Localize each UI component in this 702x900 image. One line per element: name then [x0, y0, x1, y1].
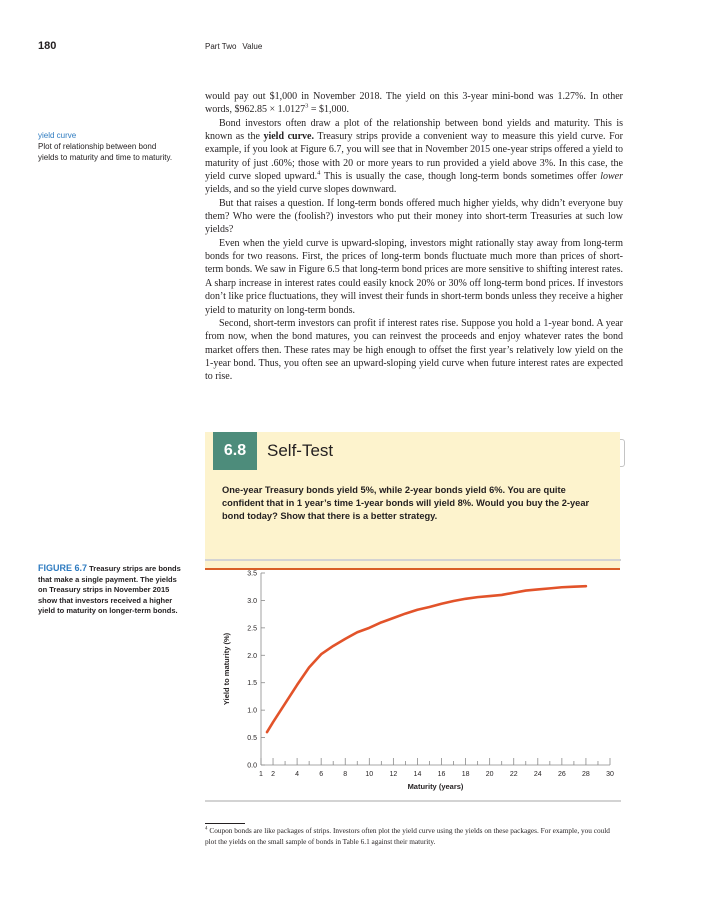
y-tick-label: 0.0 — [247, 762, 257, 770]
running-head-section: Value — [242, 42, 263, 51]
x-tick-label: 24 — [533, 771, 542, 778]
paragraph-1 — [205, 90, 623, 117]
yield-curve-line — [267, 586, 586, 732]
x-tick-label: 2 — [271, 771, 275, 778]
y-tick-label: 2.0 — [247, 652, 257, 660]
x-tick-label: 18 — [461, 771, 470, 778]
y-tick-label: 1.5 — [247, 680, 257, 688]
x-tick-label: 30 — [606, 771, 614, 778]
y-tick-label: 3.0 — [247, 597, 257, 605]
x-axis-label: Maturity (years) — [407, 782, 464, 791]
self-test-title: Self-Test — [267, 441, 334, 460]
footnote — [205, 826, 623, 847]
page-number: 180 — [38, 40, 57, 52]
y-axis — [247, 571, 265, 770]
x-tick-label: 14 — [413, 771, 422, 778]
key-term-yield-curve: yield curve. — [263, 131, 314, 143]
x-tick-label: 20 — [485, 771, 494, 778]
paragraph-2-text-d: yields, and so the yield curve slopes downward. — [205, 184, 397, 196]
x-tick-label: 26 — [557, 771, 566, 778]
x-tick-label: 8 — [343, 771, 348, 778]
footnote-text: Coupon bonds are like packages of strips. Investors often plot the yield curve using the yields on these packages. For example, you could plot the yields on the small sample of bonds in Table 6.1 against their maturity. — [205, 826, 610, 846]
y-tick-label: 0.5 — [247, 735, 257, 743]
x-tick-label: 22 — [509, 771, 518, 778]
footnote-marker[interactable]: 4 — [317, 169, 321, 177]
figure-caption-text: Treasury strips are bonds that make a single payment. The yields on Treasury strips in November 2015 show that investors received a higher yield to maturity on longer-term bonds. — [38, 564, 181, 616]
paragraph-2-text-c: This is usually the case, though long-term bonds sometimes offer — [320, 171, 601, 183]
paragraph-2-text-b: Treasury strips provide a convenient way to measure this yield curve. For example, if you look at Figure 6.7, you will see that in November 2015 one-year strips offered a yield to maturity of just .60%; those with 20 or more years to run provided a yield above 3%. In this case, the yield curve sloped upward. — [205, 131, 623, 183]
paragraph-1-text: would pay out $1,000 in November 2018. The yield on this 3-year mini-bond was 1.27%. In other words, $962.85 × 1.0127 — [205, 91, 623, 116]
y-axis-label: Yield to maturity (%) — [222, 632, 231, 706]
x-axis — [259, 758, 614, 778]
paragraph-4: Even when the yield curve is upward-sloping, investors might rationally stay away from long-term bonds for two reasons. First, the prices of long-term bonds fluctuate much more than prices of short-term bonds. We saw in Figure 6.5 that long-term bond prices are more sensitive to shifting interest rates. A sharp increase in interest rates could easily knock 20% or 30% off long-term bond prices. If investors don’t like price fluctuations, they will invest their funds in short-term bonds unless they receive a higher yield to maturity on long-term bonds. — [205, 237, 623, 316]
x-tick-label: 6 — [319, 771, 324, 778]
figure-bottom-rule — [205, 800, 621, 802]
emphasis-lower: lower — [600, 171, 623, 183]
self-test-box — [205, 432, 625, 570]
x-tick-label: 10 — [365, 771, 374, 778]
self-test-question: One-year Treasury bonds yield 5%, while 2-year bonds yield 6%. You are quite confident that in 1 year’s time 1-year bonds will yield 8%. Would you buy the 2-year bond today? Show that there is a better strategy. — [222, 485, 590, 522]
y-tick-label: 3.5 — [247, 570, 257, 578]
paragraph-3: But that raises a question. If long-term bonds offered much higher yields, why didn’t everyone buy them? Who were the (foolish?) investors who put their money into short-term Treasuries at such low yields? — [205, 197, 623, 236]
figure-top-rule — [205, 559, 621, 561]
x-tick-label: 28 — [582, 771, 590, 778]
yield-curve-chart — [205, 562, 621, 800]
y-tick-label: 2.5 — [247, 625, 257, 633]
x-tick-label: 16 — [437, 771, 446, 778]
margin-definition — [38, 130, 173, 163]
x-tick-label: 4 — [295, 771, 300, 778]
margin-definition-text: Plot of relationship between bond yields to maturity and time to maturity. — [38, 142, 173, 162]
exponent: 3 — [305, 103, 309, 111]
running-head-part: Part Two — [205, 42, 237, 51]
y-tick-label: 1.0 — [247, 707, 257, 715]
self-test-number: 6.8 — [213, 432, 257, 470]
footnote-rule — [205, 823, 245, 824]
body-text — [205, 90, 623, 384]
x-tick-label: 12 — [389, 771, 398, 778]
figure-label: FIGURE 6.7 — [38, 563, 88, 573]
paragraph-2-text-a: Bond investors often draw a plot of the relationship between bond yields and maturity. This is known as the — [205, 117, 623, 143]
paragraph-2 — [205, 117, 623, 197]
figure-caption — [38, 563, 188, 617]
footnote-number: 4 — [205, 826, 208, 832]
x-tick-label: 1 — [259, 771, 263, 778]
paragraph-1-end: = $1,000. — [308, 104, 349, 116]
running-head — [205, 42, 262, 51]
margin-definition-term: yield curve — [38, 131, 77, 140]
paragraph-5: Second, short-term investors can profit if interest rates rise. Suppose you hold a 1-year bond. A year from now, when the bond matures, you can reinvest the proceeds and enjoy whatever rates the bond market offers then. These rates may be high enough to offset the first year’s relatively low yield on the 1-year bond. Thus, you often see an upward-sloping yield curve when future interest rates are expected to rise. — [205, 317, 623, 383]
